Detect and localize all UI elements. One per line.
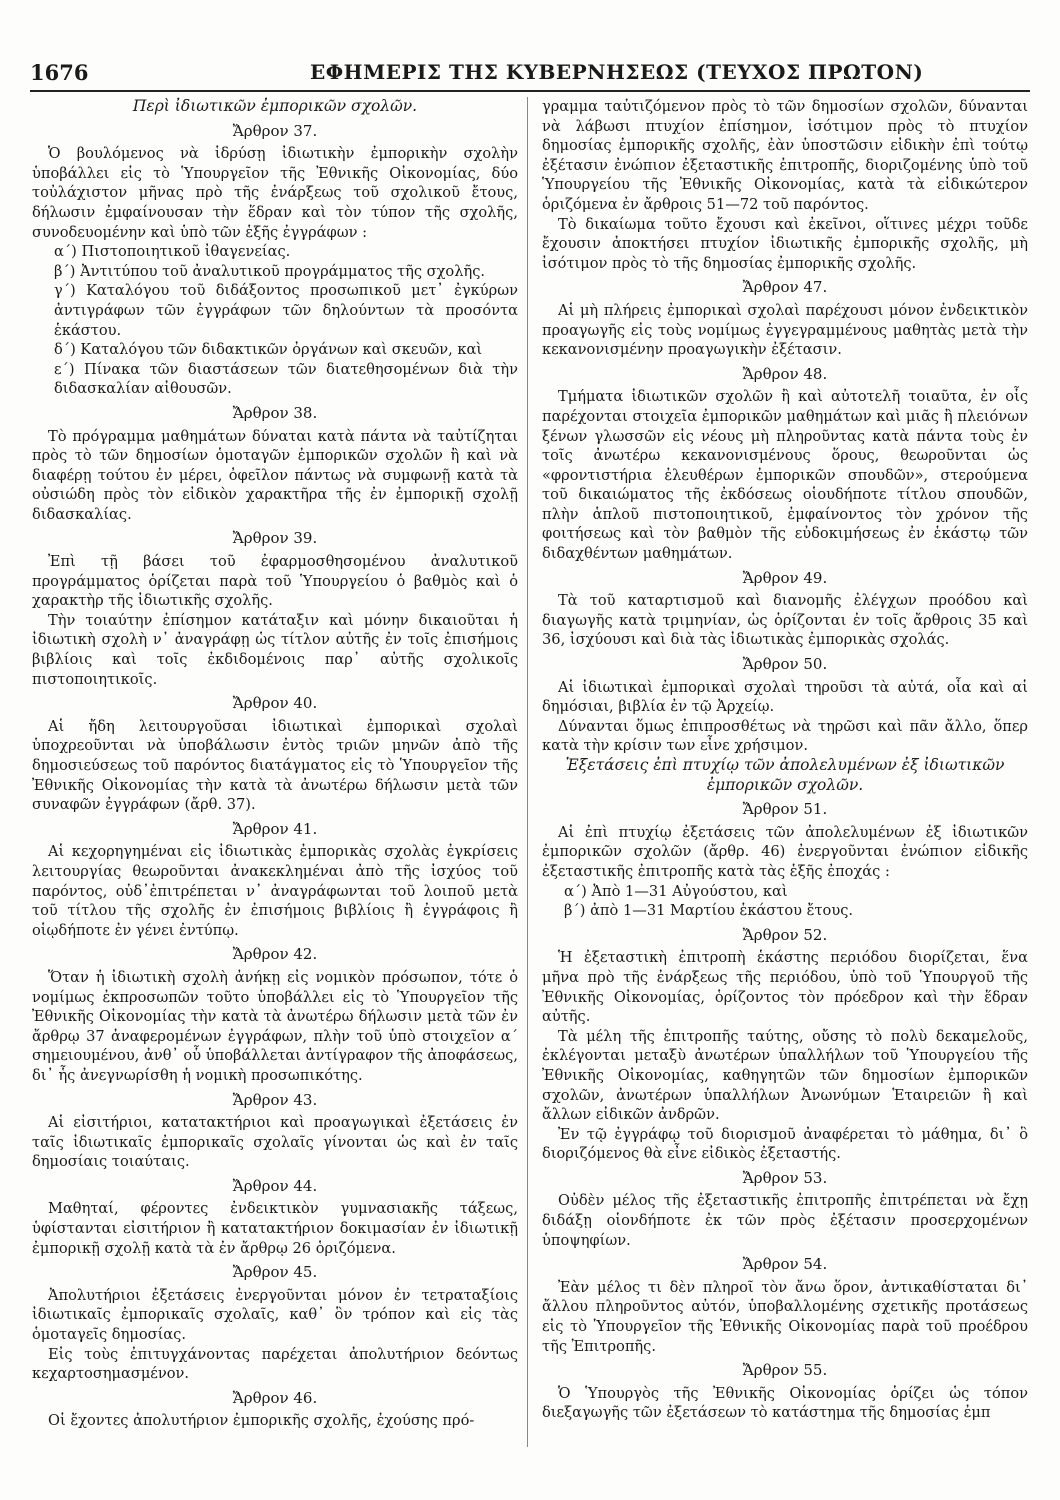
section-heading-exams: Ἐξετάσεις ἐπὶ πτυχίῳ τῶν ἀπολελυμένων ἐξ ἰδιωτικῶν ἐμπορικῶν σχολῶν. xyxy=(565,756,1005,794)
article-42-text: Ὅταν ἡ ἰδιωτικὴ σχολὴ ἀνήκῃ εἰς νομικὸν πρόσωπον, τότε ὁ νομίμως ἐκπροσωπῶν τοῦτο ὑποβάλλει εἰς τὸ Ὑπουργεῖον τῆς Ἐθνικῆς Οἰκονομίας τὴν κατὰ τὰ ἀνωτέρω δήλωσιν μετὰ τῶν ἐν ἄρθρῳ 37 ἀναφερομένων ἐγγράφων, πλὴν τοῦ ὑπὸ στοιχεῖον α΄ σημειουμένου, ἀνθ᾽ οὗ ὑποβάλλεται ἀντίγραφον τῆς ἀποφάσεως, δι᾽ ἧς ἀνεγνωρίσθη ἡ νομικὴ προσωπικότης. xyxy=(32,968,518,1084)
page-number: 1676 xyxy=(30,60,89,85)
article-48-text: Τμήματα ἰδιωτικῶν σχολῶν ἢ καὶ αὐτοτελῆ τοιαῦτα, ἐν οἷς παρέχονται στοιχεῖα ἐμπορικῶν μαθημάτων καὶ μιᾶς ἢ πλειόνων ξένων γλωσσῶν εἰς νέους μὴ πληροῦντας κατὰ πάντα τοὺς ἐν τοῖς ἀνωτέρω κεκανονισμένους ὅρους, θεωροῦνται ὡς «φροντιστήρια ἐλευθέρων ἐμπορικῶν σπουδῶν», στερούμενα τοῦ δικαιώματος τῆς ἐκδόσεως οἱουδήποτε τίτλου σπουδῶν, πλὴν ἁπλοῦ πιστοποιητικοῦ, ἐμφαίνοντος τὸν χρόνον τῆς φοιτήσεως καὶ τὸν βαθμὸν τῆς εὐδοκιμήσεως ἐν ἑκάστῳ τῶν διδαχθέντων μαθημάτων. xyxy=(542,388,1028,563)
article-52-text-2: Τὰ μέλη τῆς ἐπιτροπῆς ταύτης, οὔσης τὸ πολὺ δεκαμελοῦς, ἐκλέγονται μεταξὺ ἀνωτέρων ὑπαλλήλων τοῦ Ὑπουργείου τῆς Ἐθνικῆς Οἰκονομίας, καθηγητῶν τῶν δημοσίων ἐμπορικῶν σχολῶν, ἀνωτέρων ὑπαλλήλων Ἀνωνύμων Ἑταιρειῶν ἢ καὶ ἄλλων εἰδικῶν ἀνδρῶν. xyxy=(542,1027,1028,1124)
article-38-title: Ἄρθρον 38. xyxy=(232,403,318,422)
article-42-title: Ἄρθρον 42. xyxy=(232,945,318,964)
article-53-title: Ἄρθρον 53. xyxy=(742,1168,828,1187)
right-column xyxy=(542,97,1028,1423)
article-51-text: Αἱ ἐπὶ πτυχίῳ ἐξετάσεις τῶν ἀπολελυμένων ἐξ ἰδιωτικῶν ἐμπορικῶν σχολῶν (ἄρθρ. 46) ἐνεργοῦνται ἐνώπιον εἰδικῆς ἐξεταστικῆς ἐπιτροπῆς κατὰ τὰς ἑξῆς ἐποχάς : xyxy=(542,823,1028,880)
page-header xyxy=(30,50,1030,92)
article-37-item-d: δ΄) Καταλόγου τῶν διδακτικῶν ὀργάνων καὶ σκευῶν, καὶ xyxy=(54,341,483,359)
article-37-item-a: α΄) Πιστοποιητικοῦ ἰθαγενείας. xyxy=(54,243,291,261)
article-51-item-a: α΄) Ἀπὸ 1—31 Αὐγούστου, καὶ xyxy=(564,882,788,900)
article-46-text-2: Τὸ δικαίωμα τοῦτο ἔχουσι καὶ ἐκεῖνοι, οἵτινες μέχρι τοῦδε ἔχουσιν ἀποκτήσει πτυχίον ἰδιωτικῆς ἐμπορικῆς σχολῆς, μὴ ἰσότιμον πρὸς τὸ τῆς δημοσίας ἐμπορικῆς σχολῆς. xyxy=(542,215,1028,272)
article-50-text-2: Δύνανται ὅμως ἐπιπροσθέτως νὰ τηρῶσι καὶ πᾶν ἄλλο, ὅπερ κατὰ τὴν κρίσιν των εἶνε χρήσιμον. xyxy=(542,717,1028,755)
article-39-title: Ἄρθρον 39. xyxy=(232,529,318,548)
article-52-text-1: Ἡ ἐξεταστικὴ ἐπιτροπὴ ἑκάστης περιόδου διορίζεται, ἕνα μῆνα πρὸ τῆς ἐνάρξεως τῆς περιόδου, ὑπὸ τοῦ Ὑπουργοῦ τῆς Ἐθνικῆς Οἰκονομίας, ὁρίζοντος τὸν πρόεδρον καὶ τὴν ἕδραν αὐτῆς. xyxy=(542,949,1028,1026)
article-40-title: Ἄρθρον 40. xyxy=(232,694,318,713)
article-37-item-c: γ΄) Καταλόγου τοῦ διδάξοντος προσωπικοῦ μετ᾽ ἐγκύρων ἀντιγράφων τῶν ἐγγράφων τῶν δηλούντων τὰ προσόντα ἑκάστου. xyxy=(54,282,518,339)
article-39-text-1: Ἐπὶ τῇ βάσει τοῦ ἐφαρμοσθησομένου ἀναλυτικοῦ προγράμματος ὁρίζεται παρὰ τοῦ Ὑπουργείου ὁ βαθμὸς καὶ ὁ χαρακτὴρ τῆς ἰδιωτικῆς σχολῆς. xyxy=(32,553,518,610)
article-37-title: Ἄρθρον 37. xyxy=(232,121,318,140)
article-49-title: Ἄρθρον 49. xyxy=(742,568,828,587)
article-43-title: Ἄρθρον 43. xyxy=(232,1090,318,1109)
left-column xyxy=(32,97,518,1431)
article-52-text-3: Ἐν τῷ ἐγγράφῳ τοῦ διορισμοῦ ἀναφέρεται τὸ μάθημα, δι᾽ ὃ διοριζόμενος θὰ εἶνε εἰδικὸς ἐξεταστής. xyxy=(542,1125,1028,1163)
article-51-item-b: β΄) ἀπὸ 1—31 Μαρτίου ἑκάστου ἔτους. xyxy=(564,902,854,920)
article-45-title: Ἄρθρον 45. xyxy=(232,1263,318,1282)
article-37-text: Ὁ βουλόμενος νὰ ἱδρύσῃ ἰδιωτικὴν ἐμπορικὴν σχολὴν ὑποβάλλει εἰς τὸ Ὑπουργεῖον τῆς Ἐθνικῆς Οἰκονομίας, δύο τοὐλάχιστον μῆνας πρὸ τῆς ἐνάρξεως τοῦ σχολικοῦ ἔτους, δήλωσιν ἐμφαίνουσαν τὴν ἕδραν καὶ τὸν τύπον τῆς σχολῆς, συνοδευομένην καὶ ὑπὸ τῶν ἑξῆς ἐγγράφων : xyxy=(32,145,518,241)
article-44-title: Ἄρθρον 44. xyxy=(232,1176,318,1195)
article-40-text: Αἱ ἤδη λειτουργοῦσαι ἰδιωτικαὶ ἐμπορικαὶ σχολαὶ ὑποχρεοῦνται νὰ ὑποβάλωσιν ἐντὸς τριῶν μηνῶν ἀπὸ τῆς δημοσιεύσεως τοῦ παρόντος διατάγματος εἰς τὸ Ὑπουργεῖον τῆς Ἐθνικῆς Οἰκονομίας τὴν κατὰ τὰ ἀνωτέρω δήλωσιν μετὰ τῶν συναφῶν ἐγγράφων (ἄρθ. 37). xyxy=(32,717,518,814)
running-title: ΕΦΗΜΕΡΙΣ ΤΗΣ ΚΥΒΕΡΝΗΣΕΩΣ (ΤΕΥΧΟΣ ΠΡΩΤΟΝ) xyxy=(310,60,924,84)
article-54-text: Ἐὰν μέλος τι δὲν πληροῖ τὸν ἄνω ὅρον, ἀντικαθίσταται δι᾽ ἄλλου πληροῦντος αὐτόν, ὑποβαλλομένης σχετικῆς προτάσεως εἰς τὸ Ὑπουργεῖον τῆς Ἐθνικῆς Οἰκονομίας παρὰ τοῦ προέδρου τῆς Ἐπιτροπῆς. xyxy=(542,1278,1028,1355)
article-49-text: Τὰ τοῦ καταρτισμοῦ καὶ διανομῆς ἐλέγχων προόδου καὶ διαγωγῆς κατὰ τριμηνίαν, ὡς ὁρίζονται ἐν τοῖς ἄρθροις 35 καὶ 36, ἰσχύουσι καὶ διὰ τὰς ἰδιωτικὰς ἐμπορικὰς σχολάς. xyxy=(542,592,1028,649)
article-46-title: Ἄρθρον 46. xyxy=(232,1388,318,1407)
article-45-text-1: Ἀπολυτήριοι ἐξετάσεις ἐνεργοῦνται μόνον ἐν τετραταξίοις ἰδιωτικαῖς ἐμπορικαῖς σχολαῖς, καθ᾽ ὃν τρόπον καὶ εἰς τὰς ὁμοταγεῖς δημοσίας. xyxy=(32,1286,518,1344)
article-48-title: Ἄρθρον 48. xyxy=(742,364,828,383)
article-55-title: Ἄρθρον 55. xyxy=(742,1361,828,1380)
article-53-text: Οὐδὲν μέλος τῆς ἐξεταστικῆς ἐπιτροπῆς ἐπιτρέπεται νὰ ἔχῃ διδάξῃ οἱονδήποτε ἐκ τῶν πρὸς ἐξέτασιν προσερχομένων ὑποψηφίων. xyxy=(542,1192,1028,1249)
section-heading: Περὶ ἰδιωτικῶν ἐμπορικῶν σχολῶν. xyxy=(132,97,418,115)
article-44-text: Μαθηταί, φέροντες ἐνδεικτικὸν γυμνασιακῆς τάξεως, ὑφίστανται εἰσιτήριον ἢ κατατακτήριον δοκιμασίαν ἐν ἰδιωτικῇ ἐμπορικῇ σχολῇ κατὰ τὰ ἐν ἄρθρῳ 26 ὁριζόμενα. xyxy=(32,1200,518,1257)
article-41-text: Αἱ κεχορηγημέναι εἰς ἰδιωτικὰς ἐμπορικὰς σχολὰς ἐγκρίσεις λειτουργίας θεωροῦνται ἀνακεκλημέναι ἀπὸ τῆς ἰσχύος τοῦ παρόντος, οὐδ᾽ἐπιτρέπεται ν᾽ ἀναγράφωνται τοῦ λοιποῦ μετὰ τοῦ τίτλου τῆς σχολῆς ἐν ἐπισήμοις βιβλίοις ἢ ἐγγράφοις ἢ οἱῳδήποτε ἐν γένει ἐντύπῳ. xyxy=(32,843,518,939)
article-52-title: Ἄρθρον 52. xyxy=(742,925,828,944)
article-43-text: Αἱ εἰσιτήριοι, κατατακτήριοι καὶ προαγωγικαὶ ἐξετάσεις ἐν ταῖς ἰδιωτικαῖς ἐμπορικαῖς σχολαῖς γίνονται ὡς καὶ ἐν ταῖς δημοσίαις τοιαύταις. xyxy=(32,1114,518,1171)
article-46-text: Οἱ ἔχοντες ἀπολυτήριον ἐμπορικῆς σχολῆς, ἐχούσης πρό- xyxy=(48,1412,475,1430)
article-38-text: Τὸ πρόγραμμα μαθημάτων δύναται κατὰ πάντα νὰ ταὐτίζηται πρὸς τὸ τῶν δημοσίων ὁμοταγῶν ἐμπορικῶν σχολῶν ἢ καὶ νὰ διαφέρῃ τούτου ἐν μέρει, ὀφεῖλον πάντως νὰ συμφωνῇ κατὰ τὰ οὐσιώδη πρὸς τὸν εἰδικὸν χαρακτῆρα τῆς ἐν ἐμπορικῇ σχολῇ διδασκαλίας. xyxy=(32,427,518,523)
article-50-title: Ἄρθρον 50. xyxy=(742,655,828,674)
article-54-title: Ἄρθρον 54. xyxy=(742,1255,828,1274)
article-37-item-e: ε΄) Πίνακα τῶν διαστάσεων τῶν διατεθησομένων διὰ τὴν διδασκαλίαν αἰθουσῶν. xyxy=(54,360,518,398)
article-50-text-1: Αἱ ἰδιωτικαὶ ἐμπορικαὶ σχολαὶ τηροῦσι τὰ αὐτά, οἷα καὶ αἱ δημόσιαι, βιβλία ἐν τῷ Ἀρχείῳ. xyxy=(542,678,1028,716)
article-47-title: Ἄρθρον 47. xyxy=(742,278,828,297)
article-37-item-b: β΄) Ἀντιτύπου τοῦ ἀναλυτικοῦ προγράμματος τῆς σχολῆς. xyxy=(54,262,486,280)
article-39-text-2: Τὴν τοιαύτην ἐπίσημον κατάταξιν καὶ μόνην δικαιοῦται ἡ ἰδιωτικὴ σχολὴ ν᾽ ἀναγράφῃ ὡς τίτλον αὐτῆς ἐν τοῖς ἐπισήμοις βιβλίοις καὶ τοῖς ἐκδιδομένοις παρ᾽ αὐτῆς σχολικοῖς πιστοποιητικοῖς. xyxy=(32,611,518,688)
article-51-title: Ἄρθρον 51. xyxy=(742,800,828,819)
article-55-text: Ὁ Ὑπουργὸς τῆς Ἐθνικῆς Οἰκονομίας ὁρίζει ὡς τόπον διεξαγωγῆς τῶν ἐξετάσεων τὸ κατάστημα τῆς δημοσίας ἐμπ xyxy=(542,1384,1028,1422)
article-47-text: Αἱ μὴ πλήρεις ἐμπορικαὶ σχολαὶ παρέχουσι μόνον ἐνδεικτικὸν προαγωγῆς εἰς τοὺς νομίμως ἐγγεγραμμένους μαθητὰς μετὰ τὴν κεκανονισμένην προαγωγικὴν ἐξέτασιν. xyxy=(542,301,1028,359)
article-41-title: Ἄρθρον 41. xyxy=(232,819,318,838)
article-46-continuation: γραμμα ταὐτιζόμενον πρὸς τὸ τῶν δημοσίων σχολῶν, δύνανται νὰ λάβωσι πτυχίον ἐπίσημον, ἰσότιμον πρὸς τὸ πτυχίον δημοσίας ἐμπορικῆς σχολῆς, ἐὰν ὑποστῶσιν εἰδικὴν ἐπὶ τούτῳ ἐξέτασιν ἐνώπιον ἐξεταστικῆς ἐπιτροπῆς, διοριζομένης ὑπὸ τοῦ Ὑπουργείου τῆς Ἐθνικῆς Οἰκονομίας, κατὰ τὰ εἰδικώτερον ὁριζόμενα ἐν ἄρθροις 51—72 τοῦ παρόντος. xyxy=(542,98,1028,213)
column-divider xyxy=(527,97,528,1447)
article-45-text-2: Εἰς τοὺς ἐπιτυγχάνοντας παρέχεται ἀπολυτήριον δεόντως κεχαρτοσημασμένον. xyxy=(32,1345,518,1383)
